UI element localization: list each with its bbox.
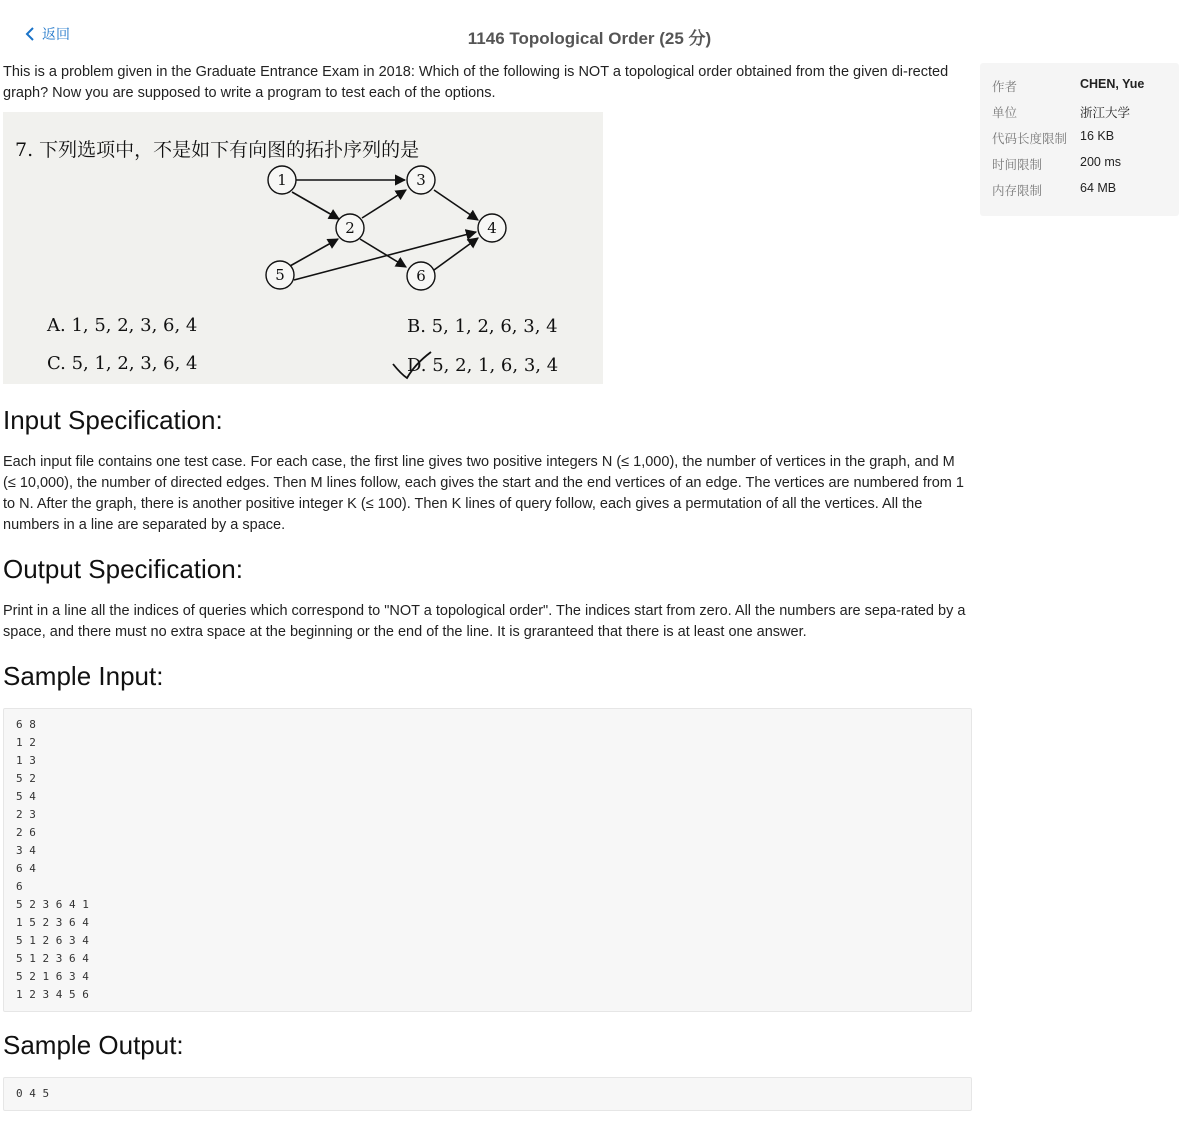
page-title: 1146 Topological Order (25 分) <box>467 29 712 48</box>
edge-2-3 <box>362 190 406 218</box>
option-d: D. 5, 2, 1, 6, 3, 4 <box>407 355 559 376</box>
problem-meta-panel <box>980 63 1179 216</box>
meta-time-limit-row <box>992 155 1121 173</box>
problem-description: This is a problem given in the Graduate Entrance Exam in 2018: Which of the following is NOT a topological order obtained from the given di-rected graph? Now you are supposed to write a program to test each of the options. <box>3 64 949 101</box>
meta-code-limit-value: 16 KB <box>1080 129 1115 143</box>
graph-figure <box>3 112 603 384</box>
graph-node-6 <box>407 262 435 290</box>
meta-org-value: 浙江大学 <box>1080 106 1131 120</box>
option-b: B. 5, 1, 2, 6, 3, 4 <box>407 316 558 337</box>
option-c: C. 5, 1, 2, 3, 6, 4 <box>47 353 198 374</box>
svg-text:3: 3 <box>416 171 426 189</box>
meta-code-limit-label: 代码长度限制 <box>992 132 1068 146</box>
svg-text:6: 6 <box>416 267 426 285</box>
edge-5-4 <box>294 232 476 280</box>
sample-output-block[interactable]: 0 4 5 <box>3 1077 972 1111</box>
graph-edges <box>290 180 478 280</box>
meta-code-limit-row <box>992 129 1114 147</box>
back-link-label: 返回 <box>42 26 70 42</box>
graph-node-2 <box>336 214 364 242</box>
meta-time-limit-value: 200 ms <box>1080 155 1121 169</box>
meta-org-row <box>992 103 1130 121</box>
meta-org-label: 单位 <box>992 106 1018 120</box>
input-spec-heading: Input Specification: <box>3 405 223 435</box>
meta-memory-limit-value: 64 MB <box>1080 181 1117 195</box>
top-bar <box>0 0 1179 70</box>
option-a: A. 1, 5, 2, 3, 6, 4 <box>47 315 198 336</box>
sample-input-heading: Sample Input: <box>3 661 164 691</box>
graph-node-5 <box>266 261 294 289</box>
problem-figure <box>3 112 603 384</box>
meta-author-row <box>992 77 1144 95</box>
meta-author-label: 作者 <box>992 80 1018 94</box>
edge-3-4 <box>434 190 478 220</box>
output-spec-heading: Output Specification: <box>3 554 243 584</box>
sample-input-block[interactable]: 6 8 1 2 1 3 5 2 5 4 2 3 2 6 3 4 6 4 6 5 2 3 6 4 1 1 5 2 3 6 4 5 1 2 6 3 4 5 1 2 3 6 4 5 2 1 6 3 4 1 2 3 4 5 6 <box>3 708 972 1012</box>
edge-1-2 <box>292 192 339 219</box>
svg-text:4: 4 <box>487 219 497 237</box>
edge-5-2 <box>290 239 338 266</box>
sample-output-heading: Sample Output: <box>3 1030 184 1060</box>
meta-author-value: CHEN, Yue <box>1080 77 1145 91</box>
meta-time-limit-label: 时间限制 <box>992 158 1043 172</box>
meta-memory-limit-row <box>992 181 1116 199</box>
svg-text:5: 5 <box>275 266 285 284</box>
graph-node-4 <box>478 214 506 242</box>
svg-text:1: 1 <box>277 171 287 189</box>
input-spec-text: Each input file contains one test case. For each case, the first line gives two positive integers N (≤ 1,000), the number of vertices in the graph, and M (≤ 10,000), the number of directed edges. Then M lines follow, each gives the start and the end vertices of an edge. The vertices are numbered from 1 to N. After the graph, there is another positive integer K (≤ 100). Then K lines of query follow, each gives a permutation of all the vertices. All the numbers in a line are separated by a space. <box>3 454 964 533</box>
meta-memory-limit-label: 内存限制 <box>992 184 1043 198</box>
problem-content <box>3 62 971 1111</box>
figure-question: 7. 下列选项中，不是如下有向图的拓扑序列的是 <box>15 139 420 161</box>
output-spec-text: Print in a line all the indices of queries which correspond to "NOT a topological order". The indices start from zero. All the numbers are sepa-rated by a space, and there must no extra space at the beginning or the end of the line. It is graranteed that there is at least one answer. <box>3 603 966 640</box>
graph-node-3 <box>407 166 435 194</box>
svg-text:2: 2 <box>345 219 355 237</box>
graph-node-1 <box>268 166 296 194</box>
edge-6-4 <box>434 238 478 270</box>
